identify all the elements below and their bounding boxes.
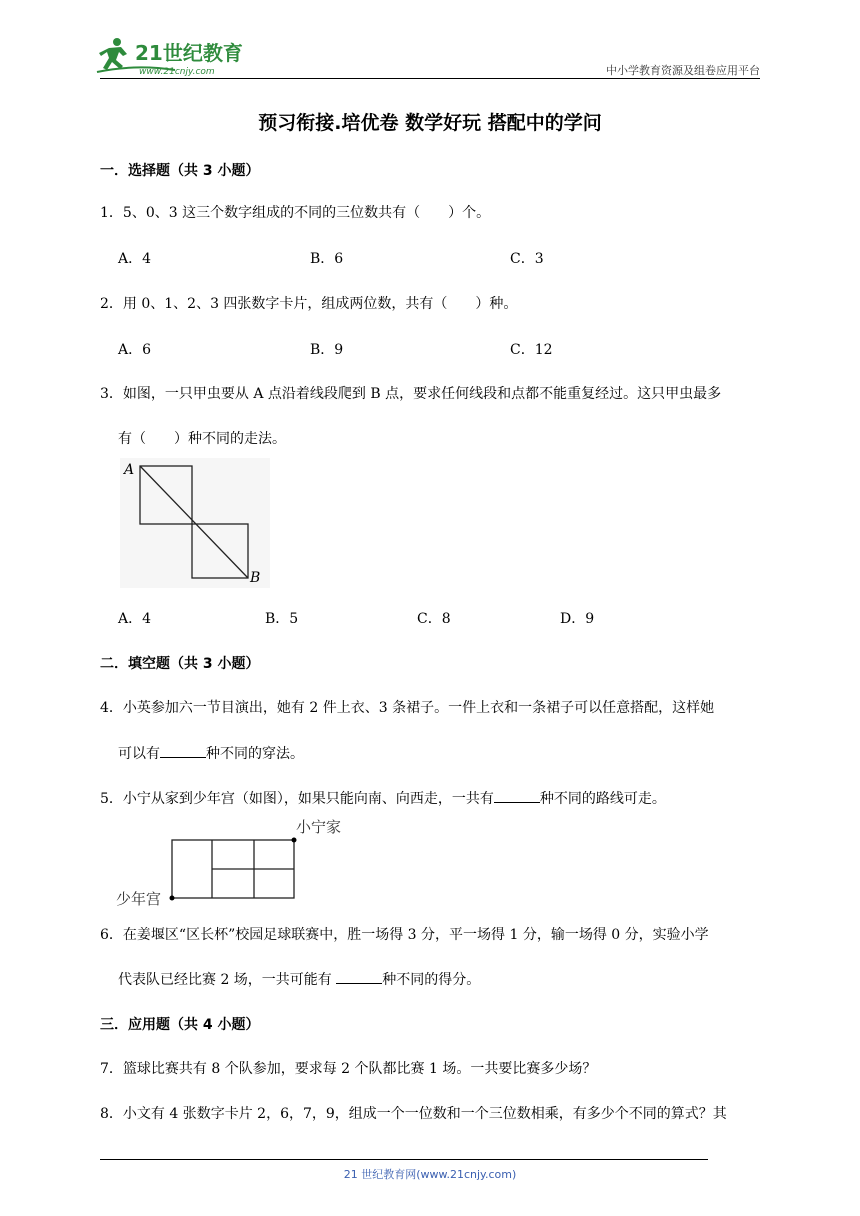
q6-answer-blank <box>336 969 382 984</box>
section-fill-heading: 二．填空题（共 3 小题） <box>100 656 260 672</box>
runner-icon <box>99 38 127 70</box>
question-8: 8．小文有 4 张数字卡片 2，6，7，9，组成一个一位数和一个三位数相乘，有多少个不同的算式？其 <box>100 1106 727 1122</box>
question-2: 2．用 0、1、2、3 四张数字卡片，组成两位数，共有（ ）种。 <box>100 296 518 312</box>
home-label: 小宁家 <box>296 818 342 836</box>
logo-text: 21世纪教育 <box>135 41 243 65</box>
footer-divider <box>100 1159 708 1160</box>
q3-figure <box>120 458 270 588</box>
q3-option-b: B．5 <box>265 611 299 627</box>
q2-option-c: C．12 <box>510 342 553 358</box>
question-5 <box>100 788 666 808</box>
point-b-label: B <box>250 570 261 586</box>
q3-option-a: A．4 <box>118 611 152 627</box>
q4-answer-blank <box>160 743 206 758</box>
logo-url: www.21cnjy.com <box>139 67 215 77</box>
q6-text-after: 种不同的得分。 <box>382 972 481 988</box>
q5-answer-blank <box>494 788 540 803</box>
q2-option-b: B．9 <box>310 342 344 358</box>
question-6-line1: 6．在姜堰区“区长杯”校园足球联赛中，胜一场得 3 分，平一场得 1 分，输一场得 0 分，实验小学 <box>100 927 709 943</box>
section-application-heading: 三．应用题（共 4 小题） <box>100 1017 260 1033</box>
q4-text-before: 可以有 <box>118 746 160 762</box>
section-choice-heading: 一．选择题（共 3 小题） <box>100 163 260 179</box>
q1-option-a: A．4 <box>118 251 152 267</box>
q5-figure <box>112 812 362 912</box>
q2-option-a: A．6 <box>118 342 152 358</box>
question-7: 7．篮球比赛共有 8 个队参加，要求每 2 个队都比赛 1 场。一共要比赛多少场？ <box>100 1061 597 1077</box>
point-a-label: A <box>124 462 135 478</box>
q1-option-b: B．6 <box>310 251 344 267</box>
header-divider <box>100 78 760 79</box>
site-logo <box>95 34 265 80</box>
question-3-line2: 有（ ）种不同的走法。 <box>118 431 286 447</box>
q5-text-before: 5．小宁从家到少年宫（如图），如果只能向南、向西走，一共有 <box>100 791 494 807</box>
question-4-line1: 4．小英参加六一节目演出，她有 2 件上衣、3 条裙子。一件上衣和一条裙子可以任意搭配，这样她 <box>100 700 715 716</box>
q6-text-before: 代表队已经比赛 2 场，一共可能有 <box>118 972 337 988</box>
page-title: 预习衔接.培优卷 数学好玩 搭配中的学问 <box>258 112 602 134</box>
q3-option-c: C．8 <box>417 611 451 627</box>
question-4-line2 <box>118 743 304 763</box>
q3-option-d: D．9 <box>560 611 595 627</box>
site-label: 中小学教育资源及组卷应用平台 <box>606 64 760 77</box>
question-6-line2 <box>118 969 480 989</box>
q1-option-c: C．3 <box>510 251 544 267</box>
palace-label: 少年宫 <box>116 890 162 908</box>
question-3-line1: 3．如图，一只甲虫要从 A 点沿着线段爬到 B 点，要求任何线段和点都不能重复经过。这只甲虫最多 <box>100 386 722 402</box>
q5-text-after: 种不同的路线可走。 <box>539 791 666 807</box>
question-1: 1．5、0、3 这三个数字组成的不同的三位数共有（ ）个。 <box>100 205 491 221</box>
footer-text: 21 世纪教育网(www.21cnjy.com) <box>343 1168 517 1181</box>
q4-text-after: 种不同的穿法。 <box>206 746 304 762</box>
